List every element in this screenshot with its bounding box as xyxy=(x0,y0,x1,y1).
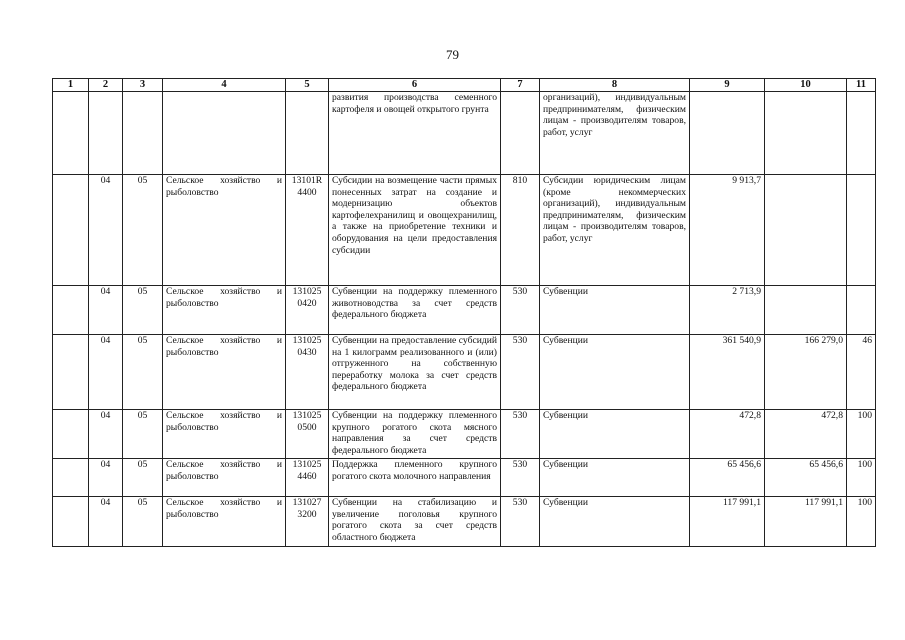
table-cell xyxy=(286,92,329,175)
column-header: 2 xyxy=(89,79,123,92)
table-cell: 530 xyxy=(501,497,540,547)
table-cell: 530 xyxy=(501,335,540,410)
table-row xyxy=(53,459,876,497)
column-header: 6 xyxy=(329,79,501,92)
table-cell: Субсидии юридическим лицам (кроме некоммерческих организаций), индивидуальным предпринимателям, физическим лицам - производителям товаров, работ, услуг xyxy=(540,175,690,286)
column-header: 8 xyxy=(540,79,690,92)
table-cell xyxy=(53,410,89,459)
table-cell: 472,8 xyxy=(765,410,847,459)
table-cell: Сельское хозяйство и рыболовство xyxy=(163,497,286,547)
table-cell: 05 xyxy=(123,459,163,497)
column-header: 10 xyxy=(765,79,847,92)
table-cell xyxy=(847,92,876,175)
table-row xyxy=(53,92,876,175)
table-cell xyxy=(847,286,876,335)
table-cell xyxy=(847,175,876,286)
table-cell: 46 xyxy=(847,335,876,410)
table-cell: Субвенции на поддержку племенного крупного рогатого скота мясного направления за счет средств федерального бюджета xyxy=(329,410,501,459)
table-cell: 9 913,7 xyxy=(690,175,765,286)
table-cell: Сельское хозяйство и рыболовство xyxy=(163,335,286,410)
table-cell xyxy=(53,335,89,410)
table-cell xyxy=(53,286,89,335)
table-cell: Субвенции xyxy=(540,459,690,497)
table-cell: Сельское хозяйство и рыболовство xyxy=(163,175,286,286)
table-cell: 05 xyxy=(123,335,163,410)
table-cell: 131025 4460 xyxy=(286,459,329,497)
table-cell: 472,8 xyxy=(690,410,765,459)
header-row xyxy=(53,79,876,92)
table-cell: 05 xyxy=(123,286,163,335)
table-cell: 166 279,0 xyxy=(765,335,847,410)
table-row xyxy=(53,175,876,286)
table-cell: Субвенции xyxy=(540,335,690,410)
table-cell xyxy=(765,175,847,286)
table-cell: Сельское хозяйство и рыболовство xyxy=(163,410,286,459)
column-header: 5 xyxy=(286,79,329,92)
table-cell: 100 xyxy=(847,497,876,547)
table-cell xyxy=(53,459,89,497)
table-cell: Поддержка племенного крупного рогатого скота молочного направления xyxy=(329,459,501,497)
table-cell: 05 xyxy=(123,410,163,459)
table-cell: 04 xyxy=(89,286,123,335)
table-row xyxy=(53,497,876,547)
table-cell: 04 xyxy=(89,497,123,547)
table-cell: Субвенции на поддержку племенного животноводства за счет средств федерального бюджета xyxy=(329,286,501,335)
table-cell: 04 xyxy=(89,410,123,459)
column-header: 7 xyxy=(501,79,540,92)
column-header: 4 xyxy=(163,79,286,92)
table-cell: Сельское хозяйство и рыболовство xyxy=(163,459,286,497)
table-cell xyxy=(690,92,765,175)
table-cell xyxy=(123,92,163,175)
table-cell: 100 xyxy=(847,410,876,459)
table-cell xyxy=(53,175,89,286)
table-cell: Субвенции xyxy=(540,497,690,547)
table-cell: 530 xyxy=(501,286,540,335)
table-cell: развития производства семенного картофеля и овощей открытого грунта xyxy=(329,92,501,175)
table-cell: 05 xyxy=(123,497,163,547)
table-cell: 810 xyxy=(501,175,540,286)
table-cell: 65 456,6 xyxy=(765,459,847,497)
table-row xyxy=(53,286,876,335)
table-cell xyxy=(765,92,847,175)
table-cell: 04 xyxy=(89,459,123,497)
table-cell xyxy=(765,286,847,335)
table-cell: 13101R 4400 xyxy=(286,175,329,286)
table-cell xyxy=(163,92,286,175)
table-cell xyxy=(89,92,123,175)
budget-table xyxy=(52,78,876,547)
table-row xyxy=(53,335,876,410)
table-cell: Субвенции на стабилизацию и увеличение поголовья крупного рогатого скота за счет средств областного бюджета xyxy=(329,497,501,547)
table-cell: Субвенции xyxy=(540,286,690,335)
table-cell: 2 713,9 xyxy=(690,286,765,335)
table-cell: 100 xyxy=(847,459,876,497)
table-cell xyxy=(53,92,89,175)
table-cell: Субвенции xyxy=(540,410,690,459)
table-cell: организаций), индивидуальным предпринимателям, физическим лицам - производителям товаров, работ, услуг xyxy=(540,92,690,175)
table-cell: 131025 0430 xyxy=(286,335,329,410)
table-cell xyxy=(501,92,540,175)
table-cell: 131025 0500 xyxy=(286,410,329,459)
table-cell: 530 xyxy=(501,459,540,497)
table-cell: 65 456,6 xyxy=(690,459,765,497)
table-cell: 131025 0420 xyxy=(286,286,329,335)
table-cell xyxy=(53,497,89,547)
table-cell: 05 xyxy=(123,175,163,286)
table-cell: Сельское хозяйство и рыболовство xyxy=(163,286,286,335)
table-cell: 131027 3200 xyxy=(286,497,329,547)
table-cell: 117 991,1 xyxy=(690,497,765,547)
table-cell: 361 540,9 xyxy=(690,335,765,410)
column-header: 1 xyxy=(53,79,89,92)
table-cell: 04 xyxy=(89,175,123,286)
column-header: 11 xyxy=(847,79,876,92)
table-cell: Субвенции на предоставление субсидий на 1 килограмм реализованного и (или) отгруженного на собственную переработку молока за счет средств федерального бюджета xyxy=(329,335,501,410)
table-cell: 530 xyxy=(501,410,540,459)
column-header: 9 xyxy=(690,79,765,92)
column-header: 3 xyxy=(123,79,163,92)
table-cell: 04 xyxy=(89,335,123,410)
page-number: 79 xyxy=(446,47,459,62)
table-cell: Субсидии на возмещение части прямых понесенных затрат на создание и модернизацию объектов картофелехранилищ и овощехранилищ, а также на приобретение техники и оборудования на цели предоставления субсидии xyxy=(329,175,501,286)
table-cell: 117 991,1 xyxy=(765,497,847,547)
table-row xyxy=(53,410,876,459)
